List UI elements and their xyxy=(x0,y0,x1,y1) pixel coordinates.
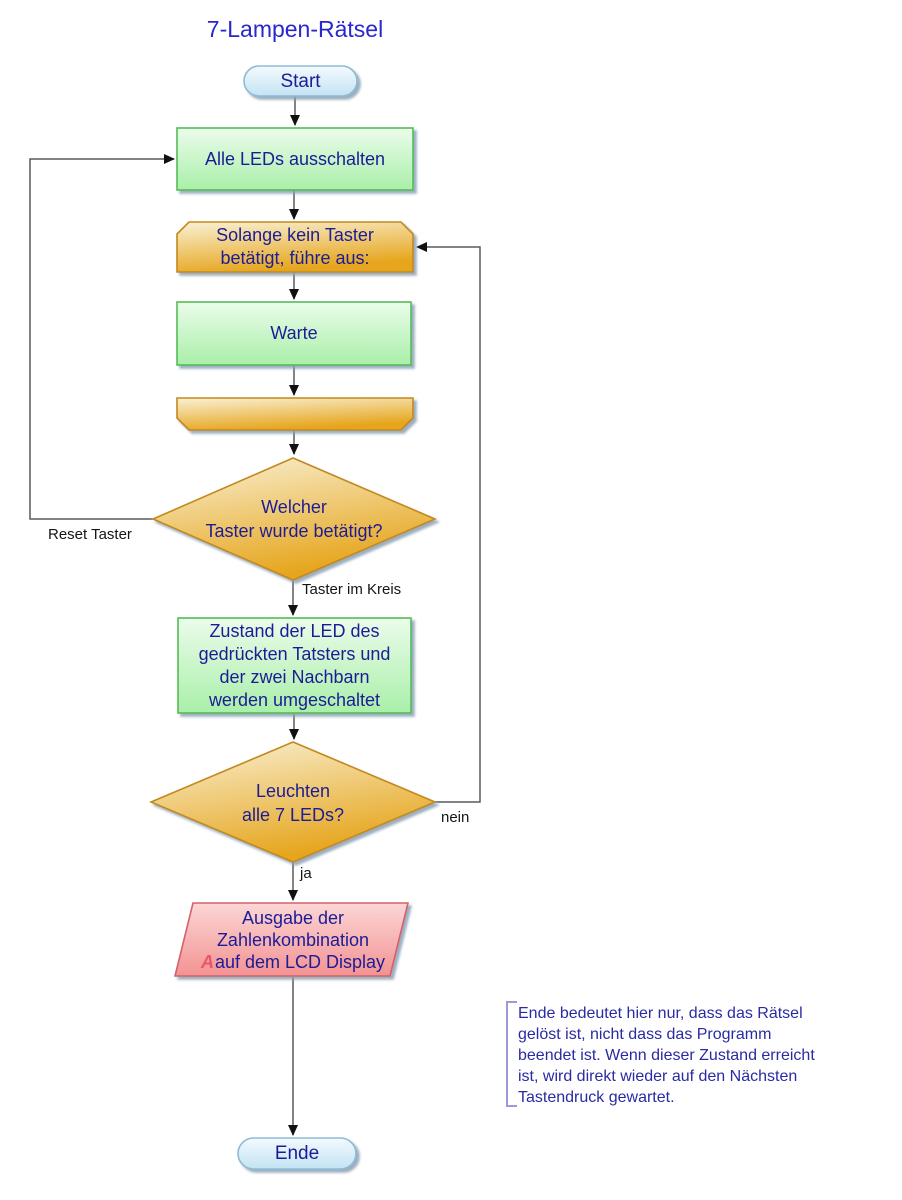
terminator-ende-label: Ende xyxy=(274,1143,320,1164)
decision-taster-label: Welcher Taster wurde betätigt? xyxy=(205,497,383,541)
edge-label-reset-taster: Reset Taster xyxy=(48,526,132,543)
output-lcd-label: Ausgabe der Zahlenkombination Aauf dem LCD Display xyxy=(200,907,386,972)
terminator-start-label: Start xyxy=(280,70,321,92)
process-warte-label: Warte xyxy=(270,323,318,343)
comment-bracket xyxy=(506,1001,517,1107)
diagram-title: 7-Lampen-Rätsel xyxy=(206,16,384,42)
edge-label-taster-im-kreis: Taster im Kreis xyxy=(302,581,402,598)
loop-start-label: Solange kein Taster betätigt, führe aus: xyxy=(216,225,374,268)
loop-end-shape xyxy=(177,398,413,430)
process-all-leds-off-label: Alle LEDs ausschalten xyxy=(204,148,386,169)
edge-label-ja: ja xyxy=(300,865,312,882)
edge-reset-loop-back xyxy=(30,159,174,519)
comment-annotation: Ende bedeutet hier nur, dass das Rätsel gelöst ist, nicht dass das Programm beendet ist. Wenn dieser Zustand erreicht ist, wird direkt wieder auf den Nächsten Tastendruck gewartet. xyxy=(518,1005,815,1106)
edge-label-nein: nein xyxy=(441,809,470,826)
decision-leds-label: Leuchten alle 7 LEDs? xyxy=(241,781,345,825)
connector-marker-a: A xyxy=(200,951,214,972)
process-toggle-leds-label: Zustand der LED des gedrückten Tatsters und der zwei Nachbarn werden umgeschaltet xyxy=(198,620,391,710)
